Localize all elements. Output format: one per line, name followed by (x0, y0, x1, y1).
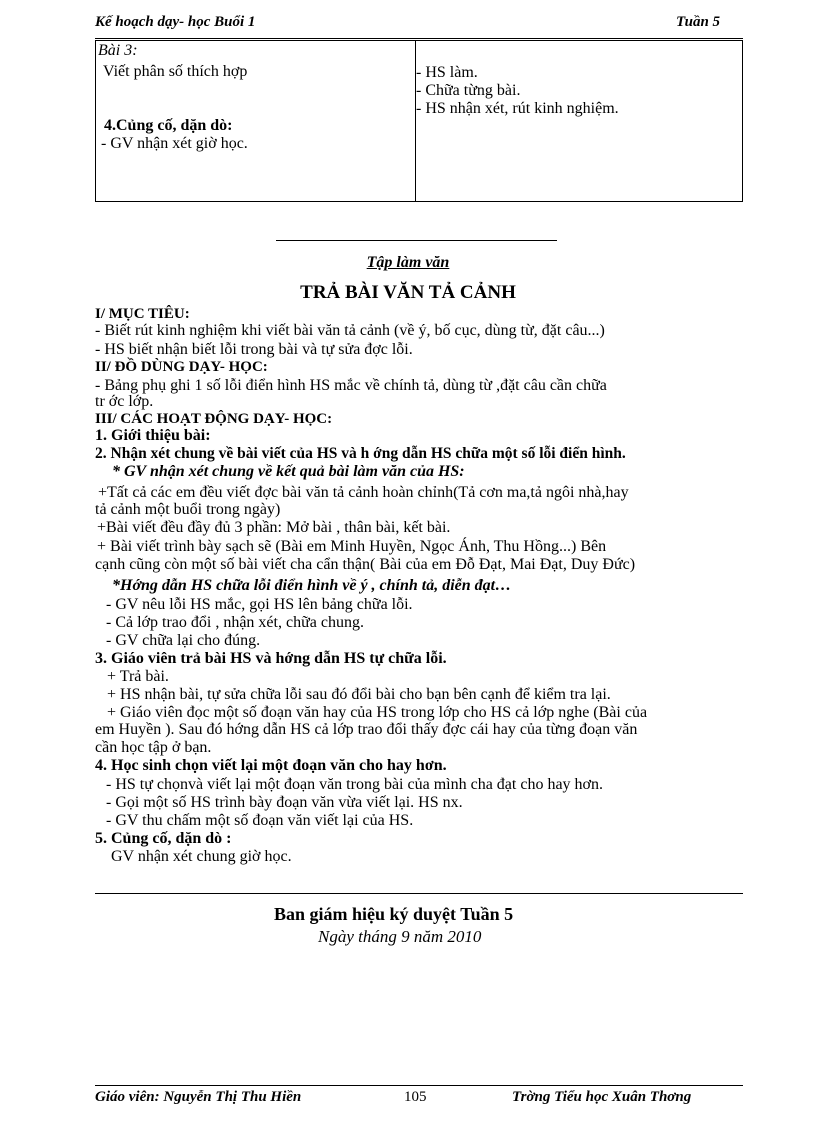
materials-line: tr ớc lớp. (95, 393, 154, 410)
section-3-line: + Giáo viên đọc một số đoạn văn hay của HS trong lớp cho HS cả lớp nghe (Bài của (107, 704, 648, 721)
section-4-line: - HS tự chọnvà viết lại một đoạn văn trong bài của mình cha đạt cho hay hơn. (106, 776, 604, 793)
header-left: Kế hoạch dạy- học Buổi 1 (95, 14, 256, 30)
exercise-label: Bài 3: (98, 42, 138, 59)
page-number: 105 (404, 1089, 427, 1105)
signoff-title: Ban giám hiệu ký duyệt Tuần 5 (274, 904, 514, 924)
activities-heading: III/ CÁC HOẠT ĐỘNG DẠY- HỌC: (95, 411, 333, 427)
cell-note: - GV nhận xét giờ học. (101, 135, 248, 152)
section-separator (276, 240, 557, 241)
section-2-line: cạnh cũng còn một số bài viết cha cẩn thận( Bài của em Đỗ Đạt, Mai Đạt, Duy Đức) (95, 556, 636, 573)
cell-heading: 4.Củng cố, dặn dò: (104, 117, 233, 134)
signoff-date: Ngày tháng 9 năm 2010 (318, 927, 482, 946)
section-3-line: cần học tập ở bạn. (95, 739, 212, 756)
materials-line: - Bảng phụ ghi 1 số lỗi điển hình HS mắc về chính tả, dùng từ ,đặt câu cần chữa (95, 377, 607, 394)
activity-table (95, 40, 743, 202)
section-2-line: tả cảnh một buổi trong ngày) (95, 501, 281, 518)
section-2-line: + Bài viết trình bày sạch sẽ (Bài em Minh Huyền, Ngọc Ánh, Thu Hồng...) Bên (97, 538, 607, 555)
objective-line: - Biết rút kinh nghiệm khi viết bài văn tả cảnh (về ý, bố cục, dùng từ, đặt câu...) (95, 322, 605, 339)
section-2-step: - GV chữa lại cho đúng. (106, 632, 261, 649)
section-2-subheading: *Hớng dẫn HS chữa lỗi điển hình về ý , chính tả, diễn đạt… (112, 577, 512, 594)
objectives-heading: I/ MỤC TIÊU: (95, 306, 190, 322)
exercise-task: Viết phân số thích hợp (103, 63, 248, 80)
table-right-cell (416, 41, 743, 202)
right-line-3: - HS nhận xét, rút kinh nghiệm. (416, 100, 619, 117)
section-4-heading: 4. Học sinh chọn viết lại một đoạn văn cho hay hơn. (95, 757, 447, 774)
section-3-heading: 3. Giáo viên trả bài HS và hớng dẫn HS tự chữa lỗi. (95, 650, 447, 667)
section-1-heading: 1. Giới thiệu bài: (95, 427, 211, 444)
right-line-1: - HS làm. (416, 64, 478, 81)
section-3-line: em Huyền ). Sau đó hớng dẫn HS cả lớp trao đổi thấy đợc cái hay của từng đoạn văn (95, 721, 638, 738)
footer-rule (95, 1085, 743, 1086)
subject-title: Tập làm văn (366, 254, 450, 271)
lesson-title: TRẢ BÀI VĂN TẢ CẢNH (300, 282, 516, 303)
section-5-heading: 5. Củng cố, dặn dò : (95, 830, 232, 847)
section-4-line: - GV thu chấm một số đoạn văn viết lại của HS. (106, 812, 414, 829)
right-line-2: - Chữa từng bài. (416, 82, 521, 99)
section-3-line: + HS nhận bài, tự sửa chữa lỗi sau đó đổi bài cho bạn bên cạnh để kiểm tra lại. (107, 686, 611, 703)
section-2-subheading: * GV nhận xét chung về kết quả bài làm văn của HS: (112, 463, 465, 480)
header-rule (95, 38, 743, 39)
materials-heading: II/ ĐỒ DÙNG DẠY- HỌC: (95, 359, 268, 375)
table-left-cell (96, 41, 416, 202)
signoff-rule (95, 893, 743, 894)
footer-school: Trờng Tiểu học Xuân Thơng (512, 1089, 692, 1105)
footer-teacher: Giáo viên: Nguyễn Thị Thu Hiền (95, 1089, 302, 1105)
section-2-step: - GV nêu lỗi HS mắc, gọi HS lên bảng chữa lỗi. (106, 596, 413, 613)
section-3-line: + Trả bài. (107, 668, 169, 685)
section-2-step: - Cả lớp trao đổi , nhận xét, chữa chung. (106, 614, 364, 631)
section-4-line: - Gọi một số HS trình bày đoạn văn vừa viết lại. HS nx. (106, 794, 463, 811)
objective-line: - HS biết nhận biết lỗi trong bài và tự sửa đợc lỗi. (95, 341, 413, 358)
section-2-line: +Bài viết đều đầy đủ 3 phần: Mở bài , thân bài, kết bài. (97, 519, 451, 536)
header-right: Tuần 5 (676, 14, 721, 30)
section-2-line: +Tất cả các em đều viết đợc bài văn tả cảnh hoàn chỉnh(Tả cơn ma,tả ngôi nhà,hay (98, 484, 629, 501)
section-5-line: GV nhận xét chung giờ học. (111, 848, 292, 865)
section-2-heading: 2. Nhận xét chung về bài viết của HS và h ớng dẫn HS chữa một số lỗi điển hình. (95, 445, 626, 462)
